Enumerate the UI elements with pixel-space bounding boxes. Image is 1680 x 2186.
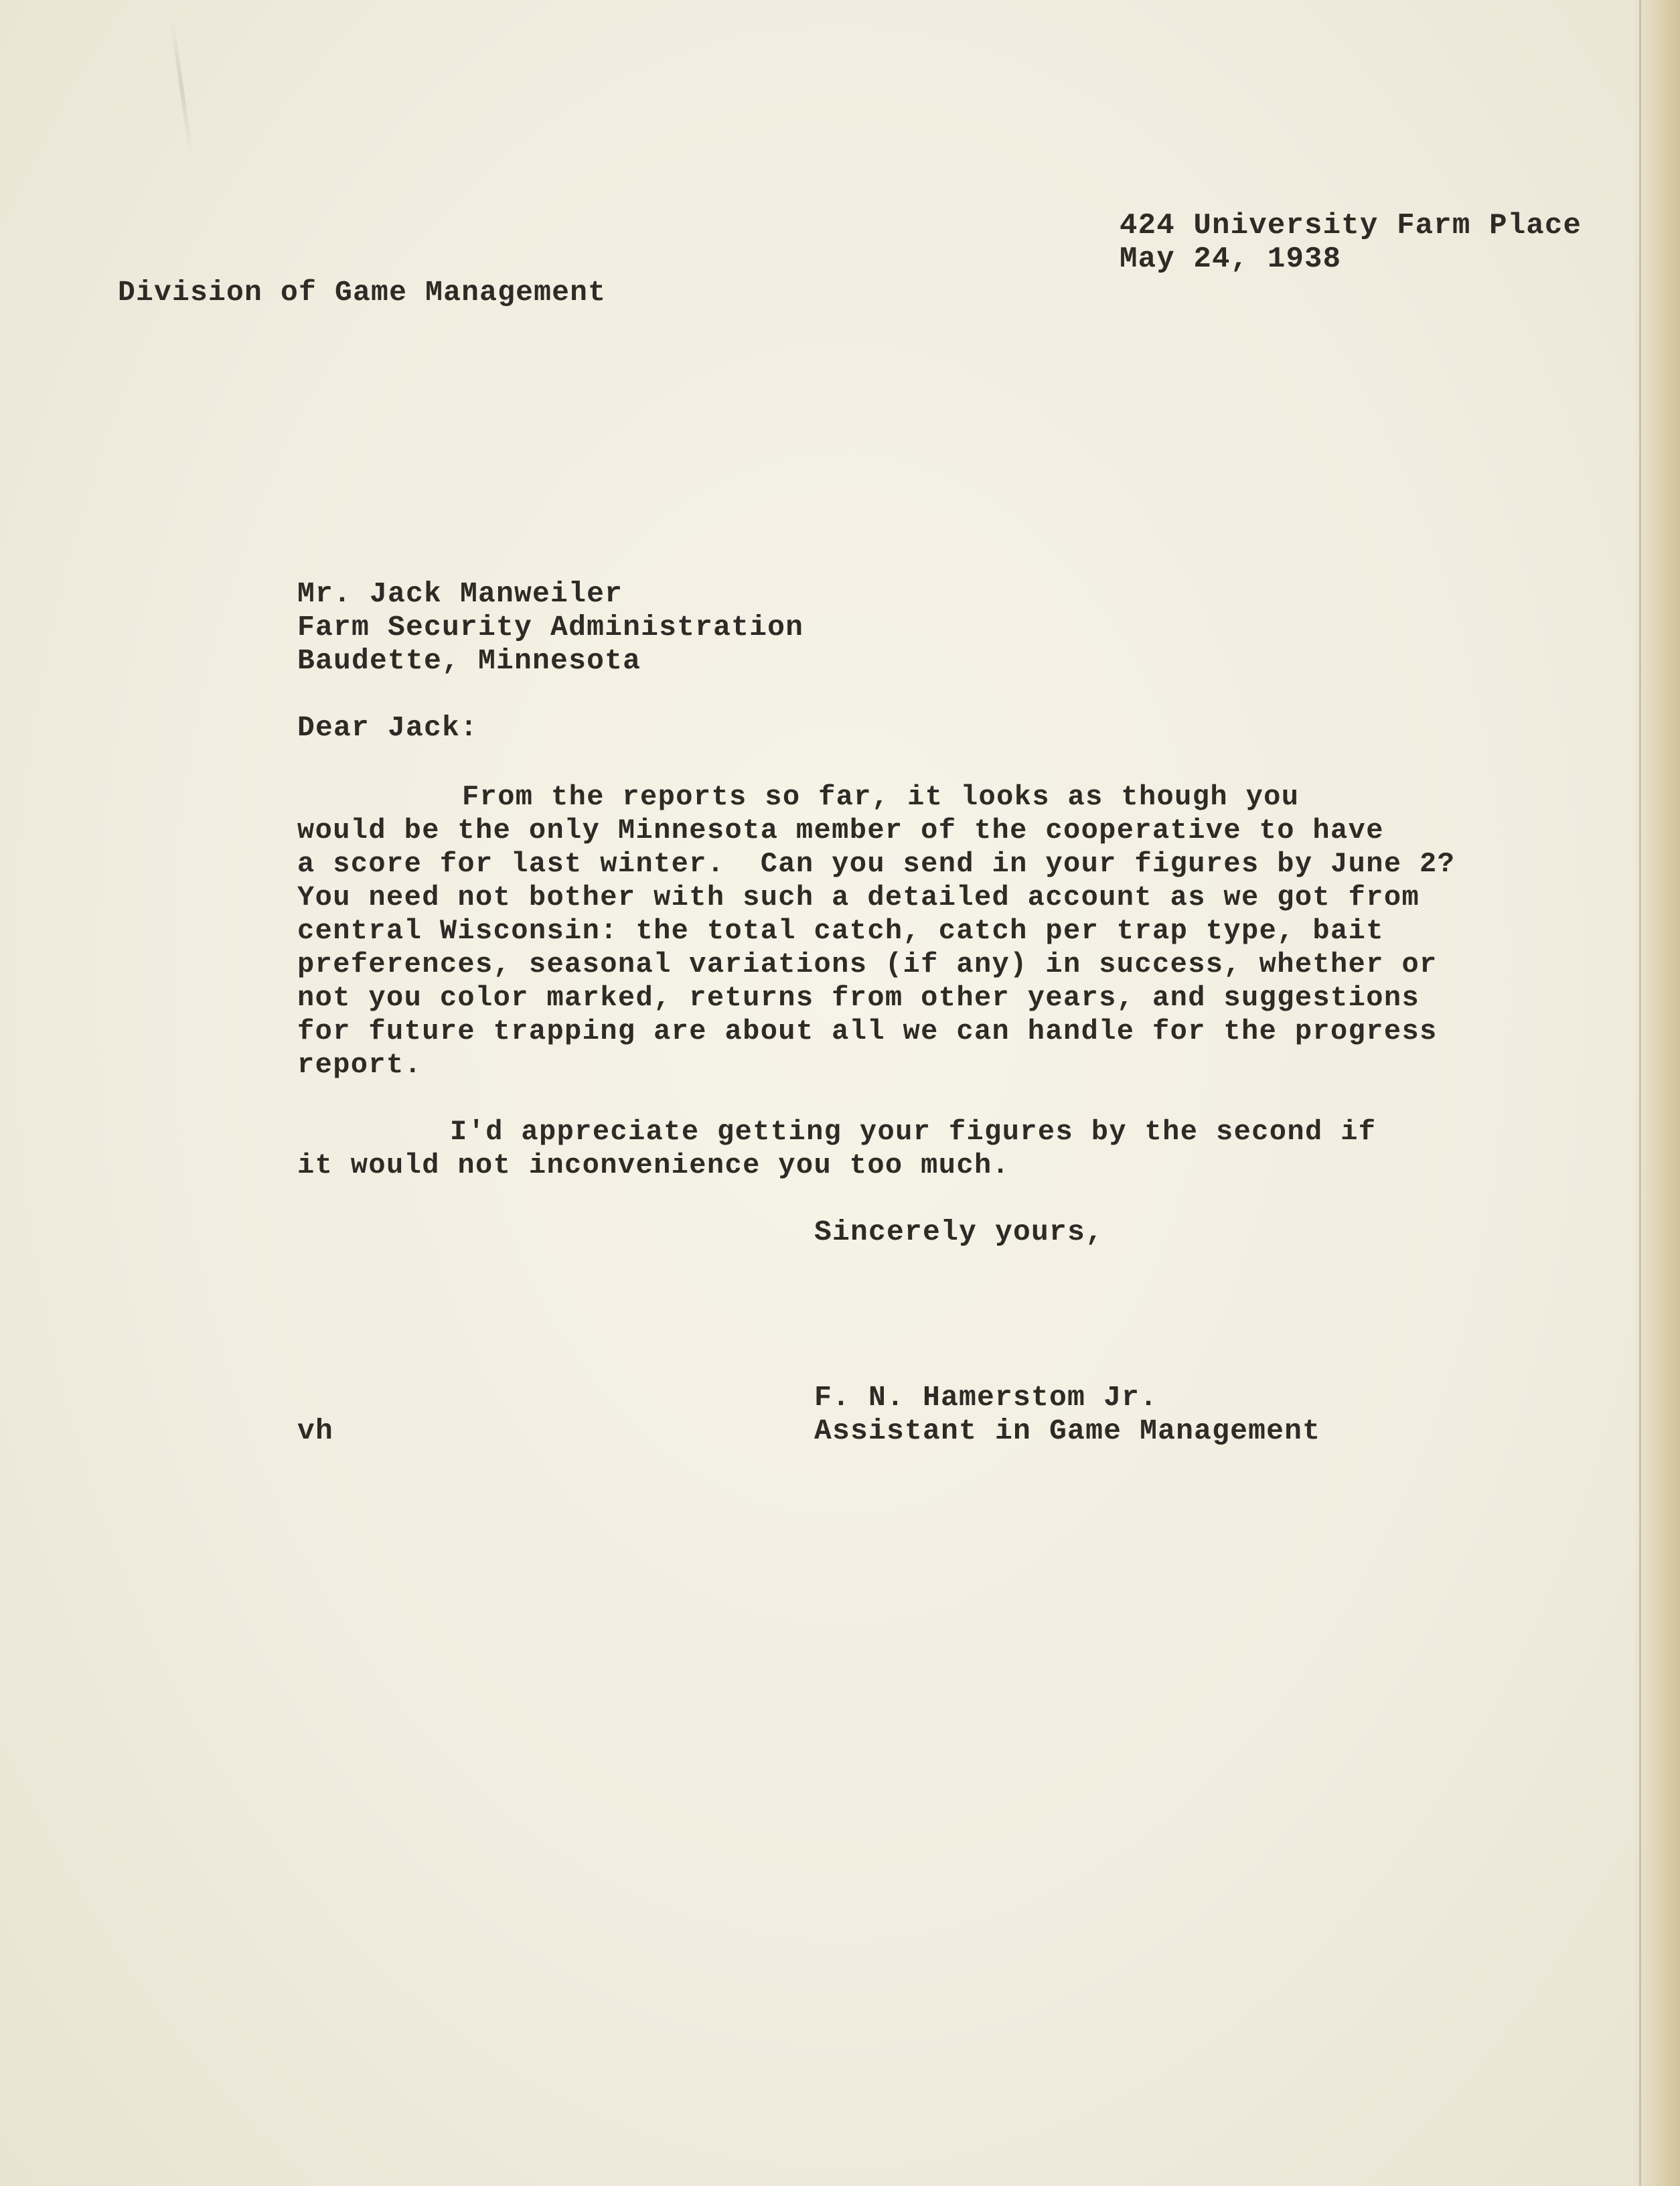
paragraph-1-line: You need not bother with such a detailed account as we got from: [297, 881, 1420, 914]
address-line: 424 University Farm Place: [1120, 209, 1582, 242]
closing: Sincerely yours,: [814, 1216, 1104, 1248]
recipient-city: Baudette, Minnesota: [297, 644, 641, 677]
salutation: Dear Jack:: [297, 711, 479, 744]
paragraph-1-line: preferences, seasonal variations (if any) in success, whether or: [297, 948, 1438, 980]
paragraph-1-line: would be the only Minnesota member of the cooperative to have: [297, 814, 1384, 847]
paragraph-1-line: report.: [297, 1049, 423, 1081]
paragraph-1-line: central Wisconsin: the total catch, catch per trap type, bait: [297, 915, 1384, 947]
paragraph-1-line: not you color marked, returns from other years, and suggestions: [297, 982, 1420, 1014]
paragraph-2-line: I'd appreciate getting your figures by the second if: [450, 1116, 1377, 1148]
recipient-organization: Farm Security Administration: [297, 611, 804, 644]
paragraph-1-line: From the reports so far, it looks as though you: [462, 781, 1300, 813]
typist-initials: vh: [297, 1414, 334, 1447]
paragraph-2-line: it would not inconvenience you too much.: [297, 1149, 1010, 1181]
paragraph-1-line: for future trapping are about all we can handle for the progress: [297, 1015, 1438, 1047]
division-heading: Division of Game Management: [118, 276, 607, 309]
signer-name: F. N. Hamerstom Jr.: [814, 1381, 1158, 1414]
signer-title: Assistant in Game Management: [814, 1414, 1321, 1447]
paragraph-1-line: a score for last winter. Can you send in your figures by June 2?: [297, 848, 1456, 880]
letter-date: May 24, 1938: [1120, 242, 1342, 276]
paper-edge-line: [1639, 0, 1641, 2186]
recipient-name: Mr. Jack Manweiler: [297, 577, 623, 610]
paper-crease: [170, 21, 193, 154]
